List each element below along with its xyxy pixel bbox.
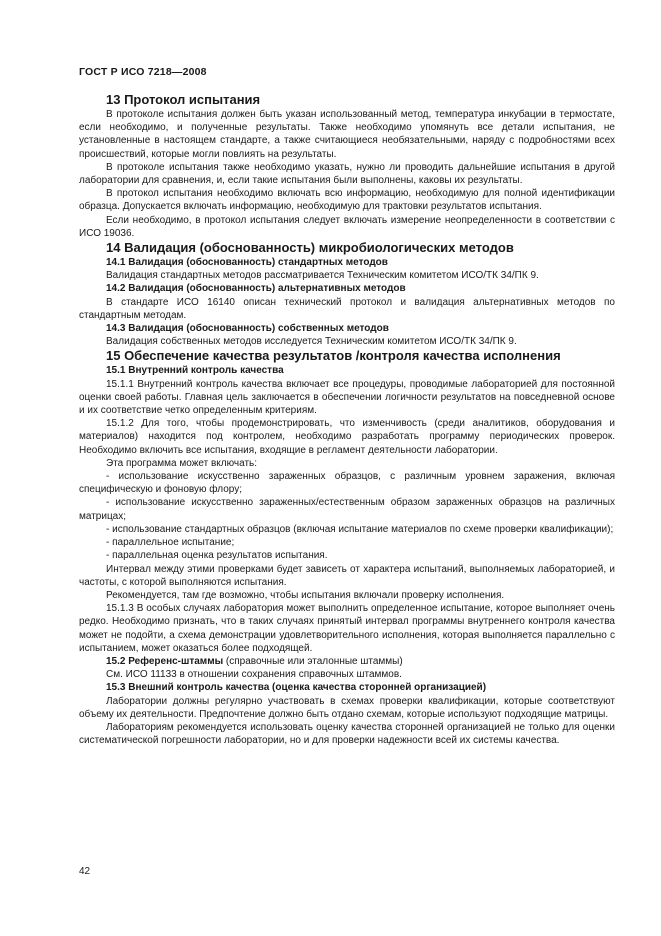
subsection-14-2-heading: 14.2 Валидация (обоснованность) альтернативных методов: [106, 283, 406, 295]
section-14-title: 14 Валидация (обоснованность) микробиологических методов: [106, 240, 514, 256]
list-item: - использование стандартных образцов (включая испытание материалов по схеме проверки квалификации);: [106, 523, 614, 535]
page-number: 42: [79, 866, 91, 877]
subsection-15-2-note: (справочные или эталонные штаммы): [225, 655, 403, 667]
subsection-15-1-heading: 15.1 Внутренний контроль качества: [106, 365, 284, 377]
paragraph: В протоколе испытания также необходимо указать, нужно ли проводить дальнейшие испытания в другой лаборатории для сравнения, и, если такие испытания были выполнены, каковы их результаты.: [79, 161, 615, 187]
paragraph: Рекомендуется, там где возможно, чтобы испытания включали проверку исполнения.: [106, 589, 505, 601]
subsection-14-1-heading: 14.1 Валидация (обоснованность) стандартных методов: [106, 257, 388, 269]
paragraph: В стандарте ИСО 16140 описан технический протокол и валидация альтернативных методов по стандартным методам.: [79, 296, 615, 321]
paragraph: Валидация собственных методов исследуется Техническим комитетом ИСО/ТК 34/ПК 9.: [106, 336, 517, 348]
section-15-title: 15 Обеспечение качества результатов /контроля качества исполнения: [106, 348, 561, 364]
section-13-title: 13 Протокол испытания: [106, 92, 261, 107]
subsection-14-3-heading: 14.3 Валидация (обоснованность) собственных методов: [106, 323, 389, 335]
list-item: - использование искусственно зараженных образцов, с различным уровнем заражения, включая специфическую и фоновую флору;: [79, 471, 615, 496]
list-item: - параллельная оценка результатов испытания.: [106, 550, 328, 562]
paragraph: Лабораториям рекомендуется использовать оценку качества сторонней организацией не только для оценки систематической погрешности лаборатории, но и для проверки надежности всей их системы качества.: [79, 721, 615, 747]
paragraph: Интервал между этими проверками будет зависеть от характера испытаний, выполняемых лабораторией, и частоты, с которой выполняются испытания.: [79, 563, 615, 588]
document-body: [79, 92, 615, 747]
paragraph: В протоколе испытания должен быть указан использованный метод, температура инкубации в термостате, если необходимо, и полученные результаты. Также необходимо упомянуть все детали испытания, не установленные в настоящем стандарте, а также считающиеся необязательными, наряду с подробностями всех происшествий, которые могли повлиять на результаты.: [79, 109, 615, 160]
paragraph: Если необходимо, в протокол испытания следует включать измерение неопределенности в соответствии с ИСО 19036.: [79, 214, 615, 239]
paragraph: Эта программа может включать:: [106, 457, 258, 469]
paragraph: Лаборатории должны регулярно участвовать в схемах проверки квалификации, которые соответствуют объему их деятельности. Предпочтение должно быть отдано схемам, которые используют подходящие матрицы.: [79, 695, 615, 720]
paragraph: 15.1.1 Внутренний контроль качества включает все процедуры, проводимые лабораторией для постоянной оценки своей работы. Главная цель заключается в обеспечении логичности результатов на повседневной основе и их соответствие четко определенным критериям.: [79, 378, 615, 417]
list-item: - параллельное испытание;: [106, 537, 235, 549]
paragraph: 15.1.3 В особых случаях лаборатория может выполнить определенное испытание, которое выполняет очень редко. Необходимо признать, что в таких случаях принятый интервал программы внутреннего контроля качества может не подойти, а схема демонстрации удовлетворительного исполнения, которая выполняется параллельно с испытанием, может оказаться более подходящей.: [79, 603, 615, 654]
subsection-15-2-heading: [79, 655, 615, 668]
paragraph: Валидация стандартных методов рассматривается Техническим комитетом ИСО/ТК 34/ПК 9.: [106, 270, 539, 282]
subsection-15-3-heading: 15.3 Внешний контроль качества (оценка качества сторонней организацией): [106, 682, 487, 694]
subsection-15-2-title: 15.2 Референс-штаммы: [106, 655, 224, 667]
paragraph: 15.1.2 Для того, чтобы продемонстрировать, что изменчивость (среди аналитиков, оборудования и материалов) находится под контролем, необходимо разработать программу периодических проверок. Необходимо включить все испытания, входящие в регламент деятельности лаборатории.: [79, 418, 615, 456]
document-header: ГОСТ Р ИСО 7218—2008: [79, 66, 207, 78]
paragraph: В протокол испытания необходимо включать всю информацию, необходимую для полной идентификации образца. Допускается включать информацию, необходимую для трактовки результатов испытания.: [79, 188, 615, 213]
paragraph: См. ИСО 11133 в отношении сохранения справочных штаммов.: [106, 669, 402, 681]
list-item: - использование искусственно зараженных/естественным образом зараженных образцов на различных матрицах;: [79, 497, 615, 522]
